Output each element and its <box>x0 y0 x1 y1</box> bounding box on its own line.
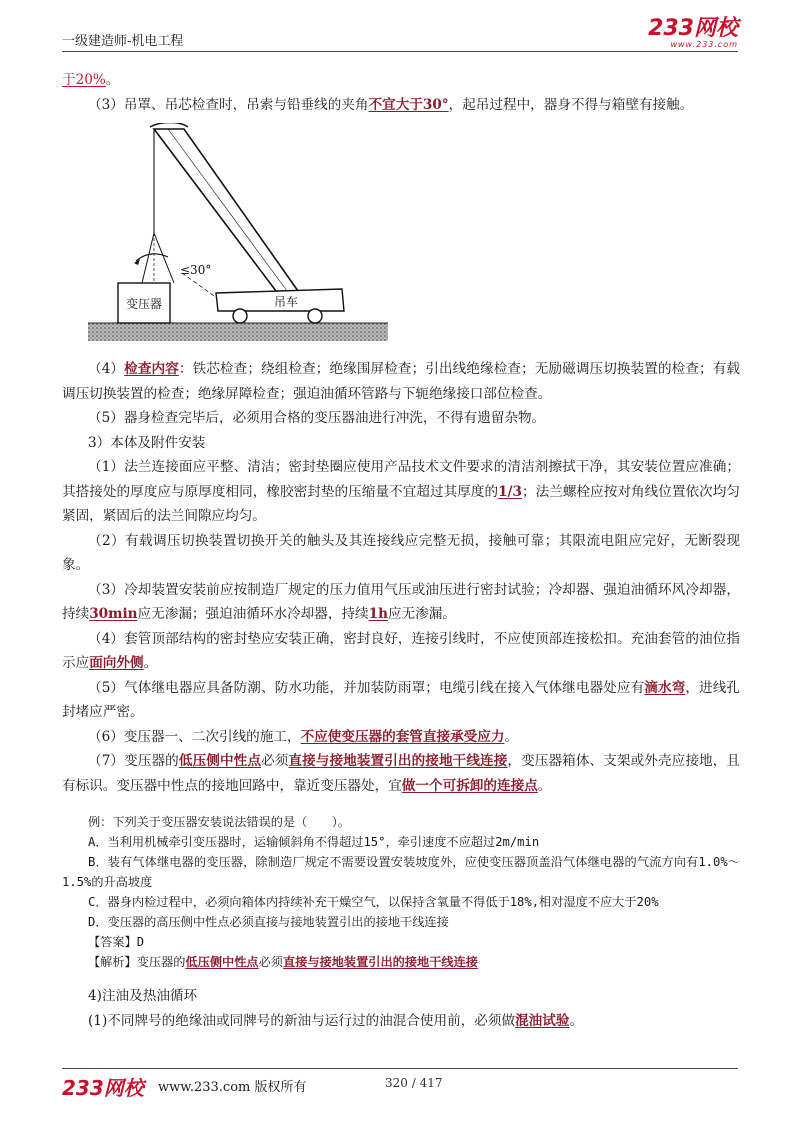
transformer-label: 变压器 <box>125 297 163 311</box>
paragraph-sub-4: （4）套管顶部结构的密封垫应安装正确，密封良好，连接引线时，不应使顶部连接松扣。充油套管的油位指示应面向外侧。 <box>62 630 740 671</box>
crane-diagram-svg <box>88 123 388 353</box>
paragraph-continuation: 于20%。 <box>62 72 120 88</box>
crane-boom <box>154 129 298 291</box>
highlight-term: 低压侧中性点 <box>178 753 262 769</box>
highlight-term: 直接与接地装置引出的接地干线连接 <box>283 955 478 969</box>
highlight-term: 不应使变压器的套管直接承受应力 <box>300 728 505 745</box>
highlight-term: 直接与接地装置引出的接地干线连接 <box>288 753 508 769</box>
highlight-term: 面向外侧 <box>89 655 144 671</box>
page-number: 320 / 417 <box>385 1076 443 1090</box>
angle-label: ≤30° <box>180 263 212 277</box>
highlight-term: 混油试验 <box>515 1012 570 1029</box>
document-body <box>62 68 740 1033</box>
highlight-term: 1h <box>368 606 388 622</box>
logo-text: 233网校 <box>648 16 738 41</box>
paragraph-sub-1: （1）法兰连接面应平整、清洁；密封垫圈应使用产品技术文件要求的清洁剂擦拭干净，其安装位置应准确；其搭接处的厚度应与原厚度相同，橡胶密封垫的压缩量不宜超过其厚度的1/3；法兰螺栓应按对角线位置依次均匀紧固，紧固后的法兰间隙应均匀。 <box>62 459 740 524</box>
section-heading-3: 3）本体及附件安装 <box>88 434 206 451</box>
paragraph-item-5: （5）器身检查完毕后，必须用合格的变压器油进行冲洗，不得有遗留杂物。 <box>88 410 546 426</box>
example-option-b: B．装有气体继电器的变压器，除制造厂规定不需要设置安装坡度外，应使变压器顶盖沿气体继电器的气流方向有1.0%～1.5%的升高坡度 <box>62 855 740 889</box>
example-question-block <box>62 812 740 972</box>
highlight-term: 1/3 <box>498 483 522 500</box>
paragraph-sub-7: （7）变压器的低压侧中性点必须直接与接地装置引出的接地干线连接，变压器箱体、支架或外壳应接地，且有标识。变压器中性点的接地回路中，靠近变压器处，宜做一个可拆卸的连接点。 <box>62 753 741 794</box>
document-header-title: 一级建造师-机电工程 <box>62 34 184 49</box>
ground-hatch <box>88 323 388 341</box>
example-analysis: 【解析】变压器的低压侧中性点必须直接与接地装置引出的接地干线连接 <box>88 955 478 969</box>
footer-logo: 233网校 <box>62 1076 144 1100</box>
highlight-term: 做一个可拆卸的连接点 <box>401 777 538 794</box>
paragraph-item-4: （4）检查内容：铁芯检查；绕组检查；绝缘围屏检查；引出线绝缘检查；无励磁调压切换装置的检查；有载调压切换装置的检查；绝缘屏障检查；强迫油循环管路与下轭绝缘接口部位检查。 <box>62 361 741 402</box>
paragraph-sub-2: （2）有载调压切换装置切换开关的触头及其连接线应完整无损，接触可靠；其限流电阻应完好，无断裂现象。 <box>62 532 740 573</box>
sling-right <box>154 233 174 283</box>
footer-copyright: www.233.com 版权所有 <box>158 1080 307 1095</box>
example-question: 例：下列关于变压器安装说法错误的是（ ）。 <box>88 815 351 829</box>
wheel-right <box>308 309 322 323</box>
paragraph-sub-3: （3）冷却装置安装前应按制造厂规定的压力值用气压或油压进行密封试验；冷却器、强迫油循环风冷却器，持续30min应无渗漏；强迫油循环水冷却器，持续1h应无渗漏。 <box>62 581 740 622</box>
highlight-term: 于20% <box>62 72 106 88</box>
crane-lifting-figure <box>62 117 740 357</box>
section-heading-4: 4)注油及热油循环 <box>88 988 198 1004</box>
paragraph-item-3: （3）吊罩、吊芯检查时，吊索与铅垂线的夹角不宜大于30°，起吊过程中，器身不得与箱壁有接触。 <box>88 96 694 113</box>
wheel-left <box>233 309 247 323</box>
highlight-term: 30min <box>89 606 138 622</box>
brand-logo <box>648 18 738 49</box>
crane-label: 吊车 <box>274 295 299 309</box>
logo-url: www.233.com <box>670 40 738 49</box>
highlight-term: 滴水弯 <box>644 679 686 696</box>
paragraph-sub-5: （5）气体继电器应具备防潮、防水功能，并加装防雨罩；电缆引线在接入气体继电器处应有滴水弯，进线孔封堵应严密。 <box>62 679 741 720</box>
paragraph-sub-6: （6）变压器一、二次引线的施工，不应使变压器的套管直接承受应力。 <box>88 728 519 745</box>
example-option-d: D．变压器的高压侧中性点必须直接与接地装置引出的接地干线连接 <box>88 915 449 929</box>
paragraph-sec4-1: (1)不同牌号的绝缘油或同牌号的新油与运行过的油混合使用前，必须做混油试验。 <box>88 1012 584 1029</box>
highlight-term: 低压侧中性点 <box>185 955 259 969</box>
footer-divider <box>62 1068 738 1069</box>
header-divider <box>62 51 738 52</box>
sling-left <box>142 233 154 283</box>
example-option-a: A．当利用机械牵引变压器时，运输倾斜角不得超过15°，牵引速度不应超过2m/min <box>88 835 540 849</box>
example-option-c: C．器身内检过程中，必须向箱体内持续补充干燥空气，以保持含氧量不得低于18%,相对湿度不应大于20% <box>88 895 659 909</box>
highlight-term: 检查内容 <box>124 361 179 377</box>
highlight-term: 不宜大于30° <box>368 96 449 113</box>
example-answer: 【答案】D <box>88 935 145 949</box>
